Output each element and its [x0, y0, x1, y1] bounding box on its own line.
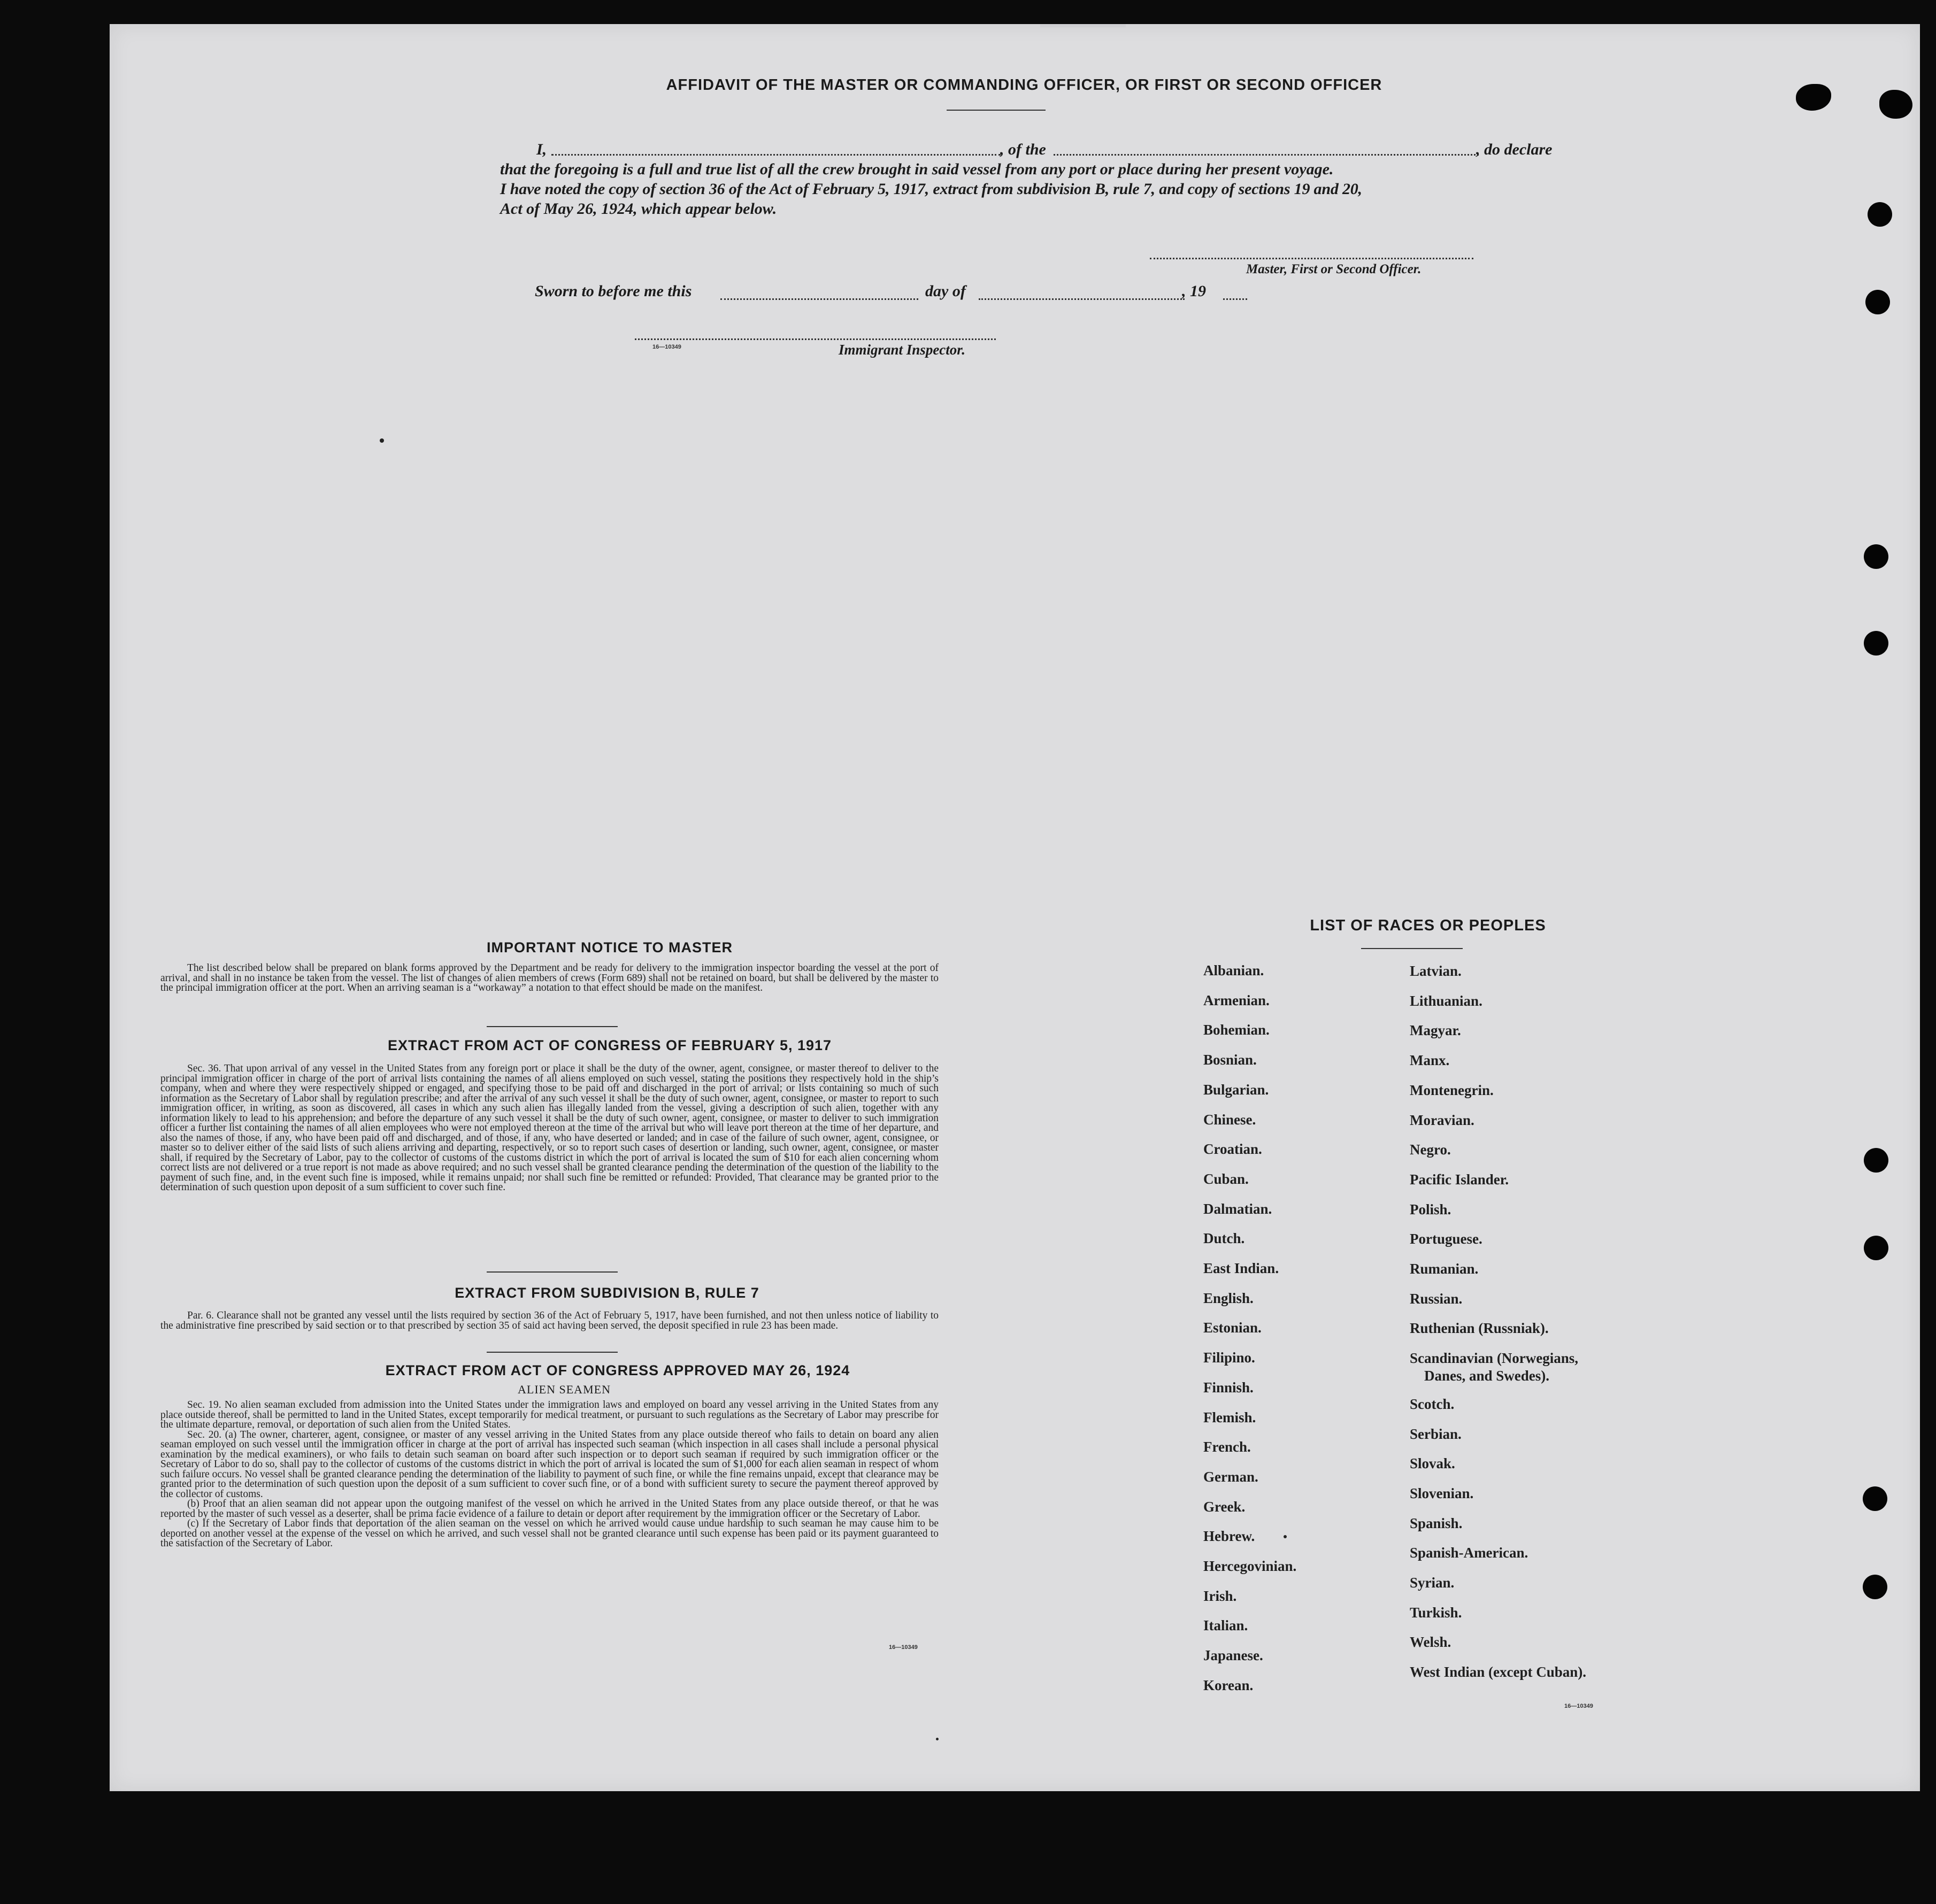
race-item: Ruthenian (Russniak). — [1410, 1320, 1549, 1337]
race-item: Bohemian. — [1203, 1022, 1270, 1038]
race-item: Syrian. — [1410, 1575, 1455, 1591]
races-form-number: 16—10349 — [1564, 1703, 1593, 1709]
race-item: Lithuanian. — [1410, 992, 1482, 1009]
race-item: Korean. — [1203, 1677, 1254, 1693]
race-item: Slovak. — [1410, 1455, 1455, 1472]
race-item: Manx. — [1410, 1052, 1450, 1069]
race-item: Turkish. — [1410, 1604, 1462, 1621]
sworn-label: Sworn to before me this — [535, 282, 692, 300]
race-item: Bulgarian. — [1203, 1081, 1269, 1098]
notice-text — [160, 963, 939, 993]
notice-paragraph: The list described below shall be prepared on blank forms approved by the Department and be ready for delivery to the immigration inspector boarding the vessel at the port of arrival, and shall in no instance be taken from the vessel. The list of changes of alien members of crews (Form 689) shall not be retained on board, but shall be delivered by the master to the principal immigration officer at the port. When an arriving seaman is a “workaway” a notation to that effect should be made on the manifest. — [160, 962, 939, 993]
affidavit-line3: Act of May 26, 1924, which appear below. — [500, 200, 777, 218]
race-item: German. — [1203, 1468, 1258, 1485]
day-of-label: day of — [925, 282, 966, 300]
scan-speck — [380, 438, 384, 443]
extract-1917-title: EXTRACT FROM ACT OF CONGRESS OF FEBRUARY 5, 1917 — [387, 1037, 832, 1053]
scan-speck — [1284, 1535, 1287, 1538]
punch-hole — [1864, 1236, 1888, 1260]
race-item: Finnish. — [1203, 1379, 1254, 1396]
of-the-label: , of the — [1000, 141, 1046, 158]
race-item: Spanish-American. — [1410, 1545, 1528, 1561]
alien-seamen-subtitle: ALIEN SEAMEN — [518, 1383, 611, 1396]
extract-1917-text — [160, 1064, 939, 1193]
race-item: Spanish. — [1410, 1515, 1463, 1531]
notice-title: IMPORTANT NOTICE TO MASTER — [487, 939, 733, 955]
race-item: Italian. — [1203, 1617, 1248, 1634]
race-item: Magyar. — [1410, 1022, 1461, 1039]
race-item: East Indian. — [1203, 1260, 1279, 1276]
race-item: Chinese. — [1203, 1111, 1256, 1128]
affidavit-title: AFFIDAVIT OF THE MASTER OR COMMANDING OFFICER, OR FIRST OR SECOND OFFICER — [666, 76, 1382, 94]
par6-paragraph: Par. 6. Clearance shall not be granted any vessel until the lists required by section 36 of the Act of February 5, 1917, have been furnished, and not then unless notice of liability to the administrative fine prescribed by said section or to that prescribed by section 35 of said act having been served, the deposit specified in rule 23 has been made. — [160, 1310, 939, 1331]
race-item: Armenian. — [1203, 992, 1270, 1008]
race-item: Croatian. — [1203, 1141, 1262, 1158]
sworn-year-line — [1223, 298, 1247, 300]
sec19-paragraph: Sec. 19. No alien seaman excluded from admission into the United States under the immigration laws and employed on board any vessel arriving in the United States from any place outside thereof, shall be permitted to land in the United States, except temporarily for medical treatment, or pursuant to such regulations as the Secretary of Labor may prescribe for the ultimate departure, removal, or deportation of such alien from the United States. — [160, 1399, 939, 1430]
sec20a-paragraph: Sec. 20. (a) The owner, charterer, agent, consignee, or master of any vessel arriving in the United States from any place outside thereof who fails to detain on board any alien seaman employed on such vessel until the immigration officer in charge at the port of arrival has inspected such seaman (which inspection in all cases shall include a personal physical examination by the medical examiners), or who fails to detain such seaman on board after such inspection or to deport such seaman if required by such immigration officer or the Secretary of Labor to do so, shall pay to the collector of customs of the customs district in which the port of arrival is located the sum of $1,000 for each alien seaman in respect of whom such failure occurs. No vessel shall be granted clearance pending the determination of the liability to payment of such fine, or while the fine remains unpaid, except that clearance may be granted prior to the determination of such question upon the deposit of a sum sufficient to cover such fine, or of a bond with sufficient surety to secure the payment thereof approved by the collector of customs. — [160, 1429, 939, 1500]
master-signature-line — [1150, 258, 1473, 259]
extract-form-number: 16—10349 — [889, 1644, 918, 1651]
race-item: Slovenian. — [1410, 1485, 1474, 1501]
sec20b-paragraph: (b) Proof that an alien seaman did not appear upon the outgoing manifest of the vessel on which he arrived in the United States from any place outside thereof, or that he was reported by the master of such vessel as a deserter, shall be prima facie evidence of a failure to detain or deport after requirement by the immigration officer or the Secretary of Labor. — [160, 1498, 939, 1520]
race-item: Portuguese. — [1410, 1231, 1482, 1247]
race-item: Latvian. — [1410, 963, 1462, 979]
name-line — [551, 154, 1001, 156]
punch-hole — [1865, 290, 1890, 314]
inspector-label: Immigrant Inspector. — [839, 342, 966, 358]
race-item: Scotch. — [1410, 1396, 1455, 1412]
race-item: Filipino. — [1203, 1350, 1255, 1366]
scan-speck — [1040, 24, 1126, 27]
races-title-underline — [1361, 948, 1463, 949]
scan-speck — [936, 1738, 939, 1740]
divider — [487, 1352, 618, 1353]
race-item: Estonian. — [1203, 1320, 1262, 1336]
race-item: French. — [1203, 1439, 1251, 1455]
race-item: Irish. — [1203, 1587, 1237, 1604]
race-item: Japanese. — [1203, 1647, 1263, 1664]
race-item: English. — [1203, 1290, 1254, 1306]
punch-hole — [1868, 202, 1892, 227]
race-item: Hebrew. — [1203, 1528, 1255, 1545]
sworn-day-line — [720, 298, 918, 300]
extract-1924-title: EXTRACT FROM ACT OF CONGRESS APPROVED MAY 26, 1924 — [385, 1362, 850, 1378]
race-item: Scandinavian (Norwegians, Danes, and Swedes). — [1410, 1350, 1579, 1384]
race-item: Negro. — [1410, 1142, 1451, 1158]
vessel-line — [1054, 154, 1479, 156]
punch-hole — [1864, 1148, 1888, 1173]
year-label: , 19 — [1182, 282, 1206, 300]
rule7-text — [160, 1311, 939, 1331]
race-item: Welsh. — [1410, 1634, 1451, 1651]
race-item: Montenegrin. — [1410, 1082, 1494, 1098]
punch-hole — [1863, 1575, 1887, 1599]
affidavit-line1: that the foregoing is a full and true list of all the crew brought in said vessel from any port or place during her present voyage. — [500, 160, 1334, 178]
divider — [487, 1271, 618, 1273]
rule7-title: EXTRACT FROM SUBDIVISION B, RULE 7 — [455, 1285, 759, 1301]
punch-hole — [1863, 1486, 1887, 1511]
punch-hole — [1796, 84, 1831, 111]
punch-hole — [1864, 544, 1888, 569]
race-item: Greek. — [1203, 1498, 1246, 1515]
affidavit-form-number: 16—10349 — [652, 344, 681, 350]
title-underline — [947, 110, 1046, 111]
race-item: Albanian. — [1203, 962, 1264, 978]
race-item: Hercegovinian. — [1203, 1558, 1297, 1574]
race-item: Bosnian. — [1203, 1052, 1257, 1068]
sworn-month-line — [979, 298, 1185, 300]
race-item: West Indian (except Cuban). — [1410, 1664, 1587, 1681]
race-item: Pacific Islander. — [1410, 1171, 1509, 1188]
sec36-paragraph: Sec. 36. That upon arrival of any vessel in the United States from any foreign port or place it shall be the duty of the owner, agent, consignee, or master thereof to deliver to the principal immigration officer in charge of the port of arrival lists containing the names of all aliens employed on such vessel, stating the positions they respectively hold in the ship’s company, when and where they were respectively shipped or engaged, and specifying those to be paid off and discharged in the port of arrival; or lists containing so much of such information as the Secretary of Labor shall by regulation prescribe; and after the arrival of any such vessel it shall be the duty of such owner, agent, consignee, or master to report to such immigration officer, in writing, as soon as discovered, all cases in which any such alien has illegally landed from the vessel, giving a description of such alien, together with any information likely to lead to his apprehension; and before the departure of any such vessel it shall be the duty of such owner, agent, consignee, or master to deliver to such immigration officer a further list containing the names of all alien employees who were not employed thereon at the time of the arrival but who will leave port thereon at the time of her departure, and also the names of those, if any, who have been paid off and discharged, and of those, if any, who have deserted or landed; and in case of the failure of such owner, agent, consignee, or master so to deliver either of the said lists of such aliens arriving and departing, respectively, or so to report such cases of desertion or landing, such owner, agent, consignee, or master shall, if required by the Secretary of Labor, pay to the collector of customs of the customs district in which the port of arrival is located the sum of $10 for each alien concerning whom correct lists are not delivered or a true report is not made as above required; and no such vessel shall be granted clearance pending the determination of the question of the liability to the payment of such fine, and, in the event such fine is imposed, while it remains unpaid; nor shall such fine be remitted or refunded: Provided, That clearance may be granted prior to the determination of such question upon deposit of a sum sufficient to cover such fine. — [160, 1063, 939, 1193]
affidavit-i: I, — [536, 141, 547, 158]
races-title: LIST OF RACES OR PEOPLES — [1310, 917, 1546, 934]
race-item: Dalmatian. — [1203, 1200, 1272, 1217]
race-item: Serbian. — [1410, 1425, 1462, 1442]
punch-hole — [1879, 90, 1912, 119]
sec20c-paragraph: (c) If the Secretary of Labor finds that deportation of the alien seaman on the vessel on which he arrived would cause undue hardship to such seaman he may cause him to be deported on another vessel at the expense of the vessel on which he arrived, and such vessel shall not be granted clearance until such expense has been paid or its payment guaranteed to the satisfaction of the Secretary of Labor. — [160, 1518, 939, 1549]
race-item: Dutch. — [1203, 1230, 1245, 1247]
race-item: Moravian. — [1410, 1112, 1474, 1128]
divider — [487, 1026, 618, 1027]
master-signature-label: Master, First or Second Officer. — [1246, 262, 1422, 276]
race-item: Flemish. — [1203, 1409, 1256, 1425]
do-declare-label: , do declare — [1476, 141, 1553, 158]
document-page — [110, 24, 1920, 1791]
race-item: Russian. — [1410, 1290, 1463, 1307]
extract-1924-text — [160, 1400, 939, 1549]
race-item: Polish. — [1410, 1201, 1451, 1217]
inspector-signature-line — [635, 338, 996, 340]
affidavit-line2: I have noted the copy of section 36 of the Act of February 5, 1917, extract from subdivision B, rule 7, and copy of sections 19 and 20, — [500, 180, 1362, 198]
race-item: Cuban. — [1203, 1170, 1249, 1187]
punch-hole — [1864, 631, 1888, 656]
race-item: Rumanian. — [1410, 1261, 1479, 1277]
